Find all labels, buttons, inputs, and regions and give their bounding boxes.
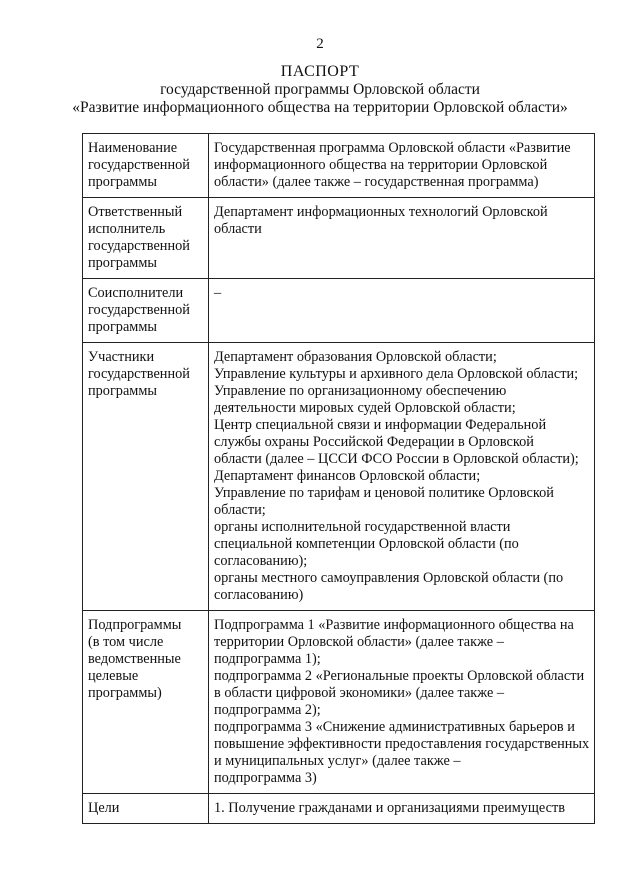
row-label-line: исполнитель xyxy=(88,221,166,237)
row-content-line: Центр специальной связи и информации Федеральной xyxy=(214,417,547,433)
row-content-line: области (далее – ЦССИ ФСО России в Орловской области); xyxy=(214,451,579,467)
row-label-line: программы xyxy=(88,255,158,271)
passport-table xyxy=(82,133,595,824)
row-label-line: ведомственные xyxy=(88,651,181,667)
row-content-line: Управление по организационному обеспечению xyxy=(214,383,507,399)
row-content-line: подпрограмма 3) xyxy=(214,770,317,786)
row-label-line: Подпрограммы xyxy=(88,617,182,633)
row-content-line: согласованию) xyxy=(214,587,304,603)
row-content-line: Управление культуры и архивного дела Орловской области; xyxy=(214,366,579,382)
row-label-line: программы) xyxy=(88,685,162,701)
row-label-line: целевые xyxy=(88,668,139,684)
page-number: 2 xyxy=(316,36,324,52)
title-subtitle: государственной программы Орловской области xyxy=(160,81,480,98)
row-content-line: органы исполнительной государственной власти xyxy=(214,519,511,535)
row-content-line: Департамент образования Орловской области; xyxy=(214,349,497,365)
row-label-line: Участники xyxy=(88,349,155,365)
row-label-line: программы xyxy=(88,383,158,399)
row-content-line: 1. Получение гражданами и организациями преимуществ xyxy=(214,800,565,816)
row-label-line: государственной xyxy=(88,302,190,318)
row-label-line: программы xyxy=(88,174,158,190)
row-content-line: Государственная программа Орловской области «Развитие xyxy=(214,140,571,156)
row-content-line: органы местного самоуправления Орловской области (по xyxy=(214,570,564,586)
table-row xyxy=(83,794,595,824)
table-row xyxy=(83,279,595,343)
table-row xyxy=(83,343,595,611)
row-content-cell xyxy=(209,279,595,343)
table-row xyxy=(83,611,595,794)
title-program-name: «Развитие информационного общества на территории Орловской области» xyxy=(72,99,568,116)
row-label-line: государственной xyxy=(88,238,190,254)
row-label-cell xyxy=(83,134,209,198)
row-content-line: области xyxy=(214,221,262,237)
table-row xyxy=(83,134,595,198)
row-content-line: Подпрограмма 1 «Развитие информационного общества на xyxy=(214,617,574,633)
row-content-line: территории Орловской области» (далее также – xyxy=(214,634,504,650)
row-label-line: (в том числе xyxy=(88,634,164,650)
row-label-line: Соисполнители xyxy=(88,285,184,301)
row-content-cell xyxy=(209,343,595,611)
row-content-line: службы охраны Российской Федерации в Орловской xyxy=(214,434,534,450)
row-content-line: согласованию); xyxy=(214,553,308,569)
row-content-cell xyxy=(209,198,595,279)
row-content-line: подпрограмма 2 «Региональные проекты Орловской области xyxy=(214,668,585,684)
row-label-line: Наименование xyxy=(88,140,178,156)
row-content-line: Департамент информационных технологий Орловской xyxy=(214,204,548,220)
row-label-line: Ответственный xyxy=(88,204,183,220)
row-content-line: области; xyxy=(214,502,266,518)
row-label-line: государственной xyxy=(88,366,190,382)
row-content-line: – xyxy=(214,285,222,301)
row-content-line: деятельности мировых судей Орловской области; xyxy=(214,400,516,416)
row-label-cell xyxy=(83,794,209,824)
row-content-line: повышение эффективности предоставления государственных xyxy=(214,736,590,752)
row-label-cell xyxy=(83,611,209,794)
row-label-cell xyxy=(83,279,209,343)
row-label-line: программы xyxy=(88,319,158,335)
row-label-cell xyxy=(83,343,209,611)
row-content-line: Управление по тарифам и ценовой политике Орловской xyxy=(214,485,554,501)
row-content-line: Департамент финансов Орловской области; xyxy=(214,468,481,484)
row-content-cell xyxy=(209,134,595,198)
row-label-cell xyxy=(83,198,209,279)
row-content-line: области» (далее также – государственная программа) xyxy=(214,174,539,190)
row-label-line: Цели xyxy=(88,800,120,816)
row-content-line: информационного общества на территории Орловской xyxy=(214,157,548,173)
document-title xyxy=(0,63,640,117)
row-content-line: в области цифровой экономики» (далее также – xyxy=(214,685,505,701)
row-label-line: государственной xyxy=(88,157,190,173)
table-row xyxy=(83,198,595,279)
row-content-line: подпрограмма 1); xyxy=(214,651,321,667)
row-content-line: подпрограмма 2); xyxy=(214,702,321,718)
row-content-cell xyxy=(209,611,595,794)
row-content-line: и муниципальных услуг» (далее также – xyxy=(214,753,461,769)
title-main: ПАСПОРТ xyxy=(280,63,360,80)
row-content-cell xyxy=(209,794,595,824)
row-content-line: подпрограмма 3 «Снижение административных барьеров и xyxy=(214,719,575,735)
row-content-line: специальной компетенции Орловской области (по xyxy=(214,536,519,552)
